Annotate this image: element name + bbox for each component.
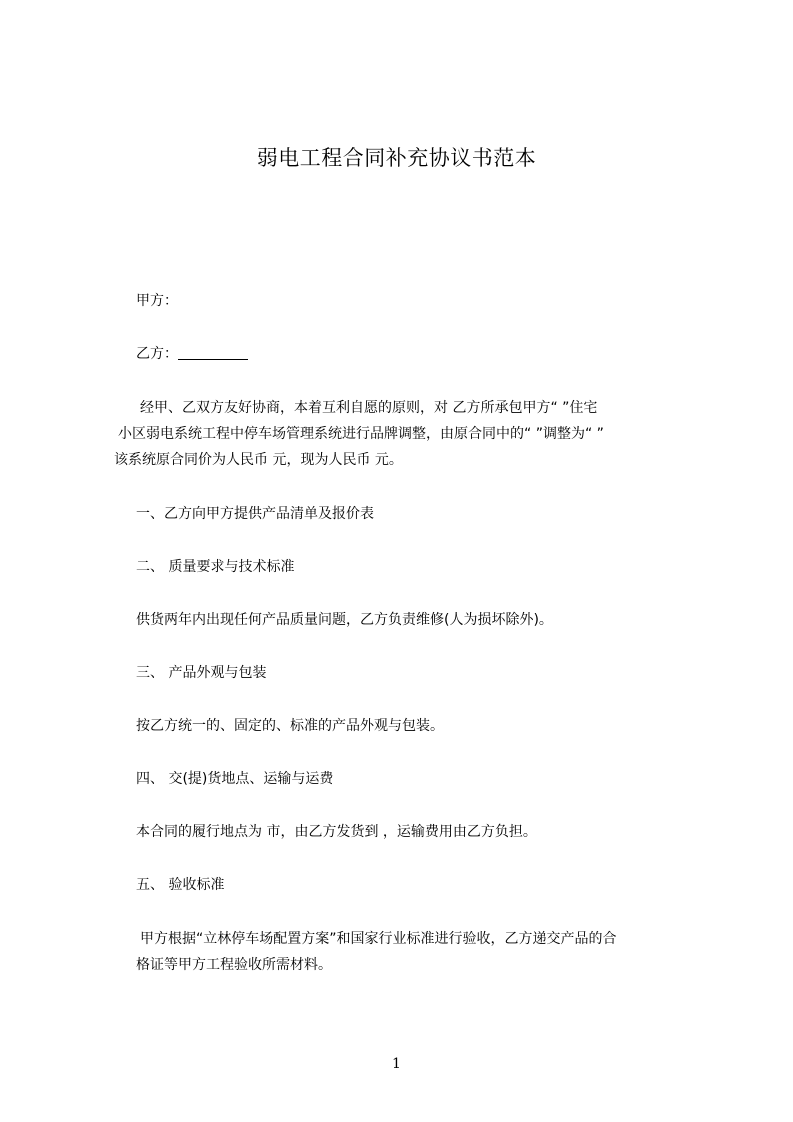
party-a-label: 甲方： [136, 293, 178, 309]
section-3-heading: 三、 产品外观与包装 [136, 665, 267, 681]
section-4-heading: 四、 交(提)货地点、运输与运费 [136, 771, 334, 787]
party-a-line [136, 292, 178, 310]
party-b-label: 乙方： [136, 346, 178, 362]
section-2-heading: 二、 质量要求与技术标准 [136, 559, 295, 575]
section-3-body: 按乙方统一的、固定的、标准的产品外观与包装。 [136, 718, 444, 734]
party-b-line [136, 345, 248, 363]
section-1-heading: 一、乙方向甲方提供产品清单及报价表 [136, 506, 374, 522]
section-5-body [136, 926, 617, 978]
party-b-blank [178, 345, 248, 360]
document-title: 弱电工程合同补充协议书范本 [256, 146, 537, 170]
section-2-body: 供货两年内出现任何产品质量问题，乙方负责维修(人为损坏除外)。 [136, 612, 553, 628]
intro-line-2: 小区弱电系统工程中停车场管理系统进行品牌调整，由原合同中的“ ”调整为“ ” [118, 426, 604, 442]
section-4-body: 本合同的履行地点为 市，由乙方发货到 ，运输费用由乙方负担。 [136, 824, 537, 840]
section-5-body-line-1: 甲方根据“立林停车场配置方案”和国家行业标准进行验收，乙方递交产品的合 [140, 931, 617, 947]
intro-line-1: 经甲、乙双方友好协商，本着互利自愿的原则，对 乙方所承包甲方“ ”住宅 [140, 400, 598, 416]
section-5-body-line-2: 格证等甲方工程验收所需材料。 [136, 957, 332, 973]
section-5-heading: 五、 验收标准 [136, 877, 225, 893]
intro-paragraph [114, 395, 604, 473]
page-number: 1 [392, 1056, 401, 1072]
intro-line-3: 该系统原合同价为人民币 元，现为人民币 元。 [114, 452, 403, 468]
